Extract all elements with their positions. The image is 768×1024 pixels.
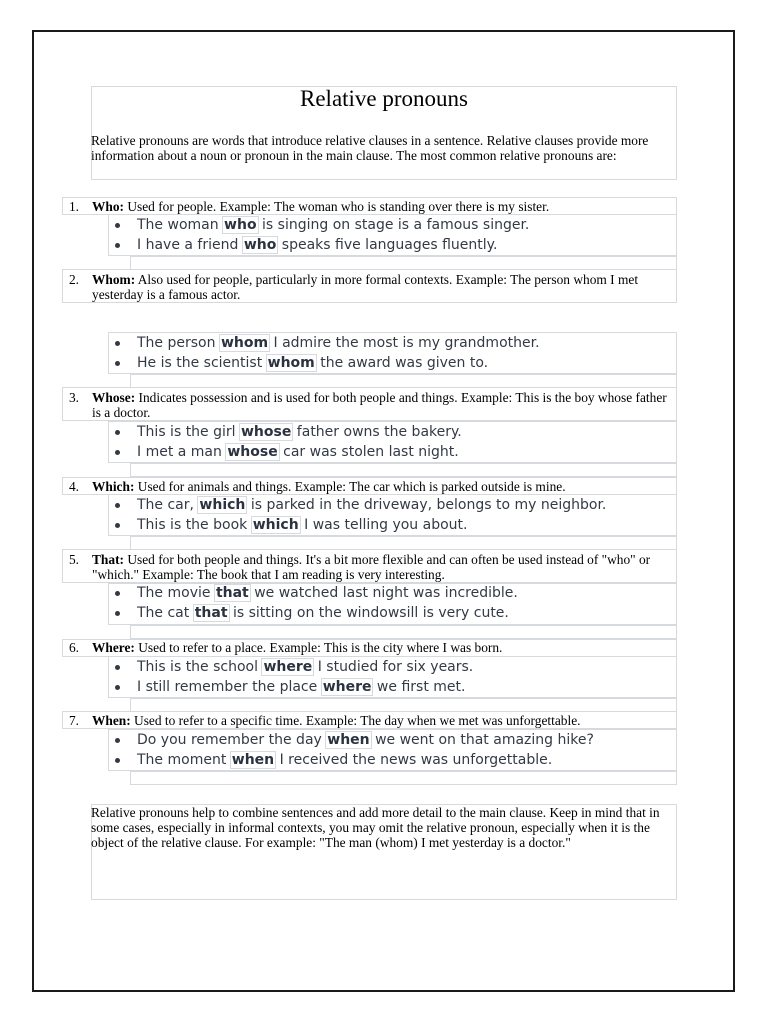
pronoun-highlight: which: [199, 497, 246, 513]
pronoun-highlight: when: [231, 752, 275, 768]
item-description: Indicates possession and is used for both people and things. Example: This is the boy whose father is a doctor.: [92, 390, 667, 420]
bullet-icon: [115, 430, 120, 435]
bullet-icon: [115, 450, 120, 455]
item-description: Used for animals and things. Example: The car which is parked outside is mine.: [134, 479, 566, 494]
bullet-icon: [115, 503, 120, 508]
bullet-icon: [115, 523, 120, 528]
pronoun-highlight: that: [215, 585, 249, 601]
item-number: 4.: [68, 479, 79, 494]
item-term: Who:: [92, 199, 124, 214]
pronoun-highlight: which: [252, 517, 299, 533]
pronoun-highlight: whom: [267, 355, 315, 371]
item-description: Also used for people, particularly in more formal contexts. Example: The person whom I met yesterday is a famous actor.: [92, 272, 639, 302]
pronoun-highlight: whose: [227, 444, 278, 460]
bullet-icon: [115, 685, 120, 690]
item-term: Whose:: [92, 390, 136, 405]
spacer-box: [130, 625, 677, 639]
item-description: Used for both people and things. It's a bit more flexible and can often be used instead of "who" or "which." Example: The book that I am reading is very interesting.: [92, 552, 651, 582]
conclusion-paragraph: Relative pronouns help to combine sentences and add more detail to the main clause. Keep in mind that in some cases, especially in informal contexts, you may omit the relative pronoun, especially when it is the object of the relative clause. For example: "The man (whom) I met yesterday is a doctor.": [91, 805, 660, 850]
item-term: Which:: [92, 479, 135, 494]
bullet-icon: [115, 758, 120, 763]
pronoun-highlight: who: [243, 237, 277, 253]
pronoun-highlight: when: [327, 732, 370, 748]
spacer-box: [130, 374, 677, 388]
spacer-box: [130, 256, 677, 270]
item-term: Where:: [92, 640, 135, 655]
item-number: 3.: [68, 390, 79, 405]
intro-paragraph: Relative pronouns are words that introduce relative clauses in a sentence. Relative clauses provide more information about a noun or pronoun in the main clause. The most common relative pronouns are:: [91, 133, 649, 163]
item-number: 1.: [68, 199, 79, 214]
item-description: Used for people. Example: The woman who is standing over there is my sister.: [124, 199, 550, 214]
pronoun-highlight: whom: [220, 335, 269, 351]
spacer-box: [130, 698, 677, 712]
bullet-icon: [115, 223, 120, 228]
pronoun-highlight: whose: [241, 424, 292, 440]
page-title: Relative pronouns: [300, 86, 468, 111]
bullet-icon: [115, 738, 120, 743]
spacer-box: [130, 771, 677, 785]
pronoun-highlight: who: [224, 217, 257, 233]
bullet-icon: [115, 611, 120, 616]
bullet-icon: [115, 361, 120, 366]
bullet-icon: [115, 341, 120, 346]
bullet-icon: [115, 243, 120, 248]
item-term: Whom:: [92, 272, 136, 287]
item-number: 5.: [68, 552, 79, 567]
item-description: Used to refer to a specific time. Example: The day when we met was unforgettable.: [130, 713, 581, 728]
item-description: Used to refer to a place. Example: This is the city where I was born.: [134, 640, 503, 655]
pronoun-highlight: where: [322, 679, 372, 695]
bullet-icon: [115, 591, 120, 596]
item-term: That:: [92, 552, 124, 567]
item-number: 7.: [68, 713, 79, 728]
spacer-box: [130, 463, 677, 477]
spacer-box: [130, 536, 677, 550]
item-number: 6.: [68, 640, 79, 655]
pronoun-highlight: where: [263, 659, 313, 675]
bullet-icon: [115, 665, 120, 670]
item-term: When:: [92, 713, 131, 728]
pronoun-highlight: that: [194, 605, 228, 621]
item-number: 2.: [68, 272, 79, 287]
